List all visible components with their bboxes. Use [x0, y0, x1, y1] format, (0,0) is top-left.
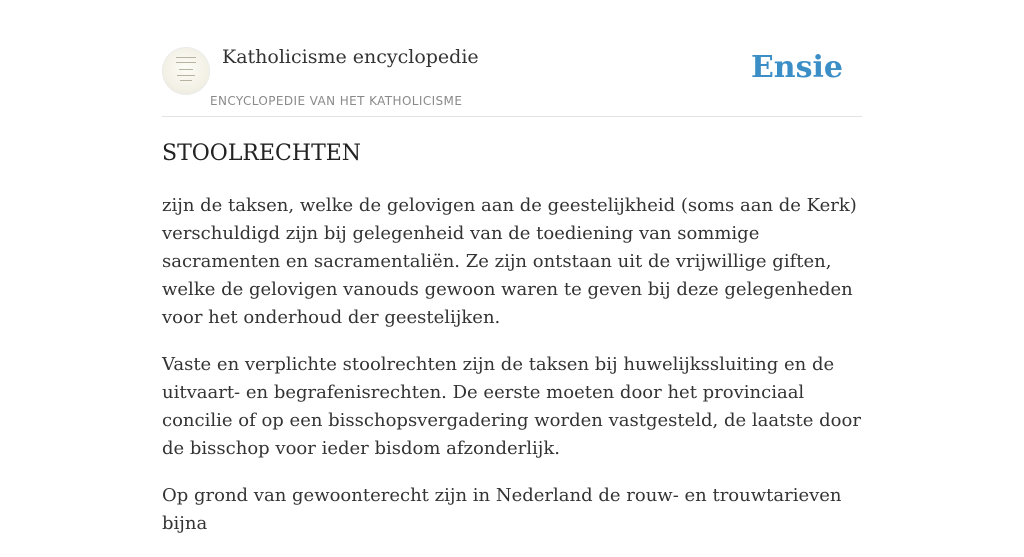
- article-content: [162, 138, 866, 557]
- book-subtitle: ENCYCLOPEDIE VAN HET KATHOLICISME: [210, 94, 463, 108]
- ensie-logo-link[interactable]: Ensie: [750, 50, 843, 85]
- book-title[interactable]: Katholicisme encyclopedie: [222, 46, 479, 68]
- book-cover-icon[interactable]: [162, 47, 210, 95]
- book-header: [162, 40, 862, 117]
- article-paragraph: zijn de taksen, welke de gelovigen aan de geestelijkheid (soms aan de Kerk) verschuldigd zijn bij gelegenheid van de toediening van sommige sacramenten en sacramentaliën. Ze zijn ontstaan uit de vrijwillige giften, welke de gelovigen vanouds gewoon waren te geven bij deze gelegenheden voor het onderhoud der geestelijken.: [162, 195, 857, 328]
- article-paragraph: Vaste en verplichte stoolrechten zijn de taksen bij huwelijkssluiting en de uitvaart- en begrafenisrechten. De eerste moeten door het provinciaal concilie of op een bisschopsvergadering worden vastgesteld, de laatste door de bisschop voor ieder bisdom afzonderlijk.: [162, 354, 861, 459]
- article-headword: STOOLRECHTEN: [162, 141, 362, 166]
- article-paragraph: Op grond van gewoonterecht zijn in Nederland de rouw- en trouwtarieven bijna: [162, 485, 842, 534]
